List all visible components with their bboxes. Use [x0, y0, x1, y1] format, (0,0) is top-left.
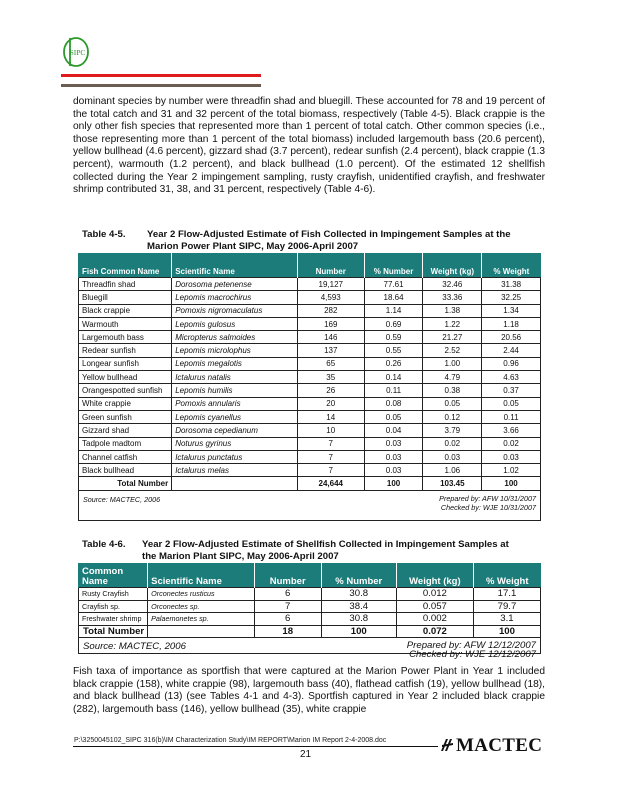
total-weight-cell: 103.45: [423, 477, 482, 490]
table-number: Table 4-5.: [82, 229, 126, 240]
pct-number-cell: 0.05: [364, 410, 423, 423]
body-paragraph-2: Fish taxa of importance as sportfish that were captured at the Marion Power Plant in Year 1 included black crappie (158), white crappie (98), largemouth bass (40), flathead catfish (19), yellow bullhead (18), and black bullhead (13) (see Tables 4-1 and 4-3). Sportfish captured in Year 2 included black crappie (282), largemouth bass (146), yellow bullhead (35), white crappie: [73, 666, 545, 715]
table-footer-row: [79, 638, 541, 654]
common-name-cell: Largemouth bass: [79, 331, 172, 344]
common-name-cell: Threadfin shad: [79, 278, 172, 291]
pct-weight-cell: 0.37: [482, 384, 541, 397]
shellfish-table: [78, 563, 541, 660]
total-empty-cell: [172, 477, 298, 490]
table-row: [79, 317, 541, 330]
common-name-cell: Orangespotted sunfish: [79, 384, 172, 397]
common-name-cell: Bluegill: [79, 291, 172, 304]
table-row: [79, 397, 541, 410]
table-title-line1: Year 2 Flow-Adjusted Estimate of Shellfish Collected in Impingement Samples at: [142, 539, 509, 550]
pct-weight-cell: 4.63: [482, 371, 541, 384]
total-label-cell: Total Number: [79, 477, 172, 490]
weight-cell: 4.79: [423, 371, 482, 384]
pct-number-cell: 30.8: [321, 588, 396, 601]
number-cell: 10: [297, 424, 364, 437]
total-weight-cell: 0.072: [396, 625, 473, 638]
common-name-cell: Black crappie: [79, 304, 172, 317]
col-header: Number: [297, 253, 364, 278]
weight-cell: 21.27: [423, 331, 482, 344]
table-row: [79, 450, 541, 463]
number-cell: 65: [297, 357, 364, 370]
pct-number-cell: 0.04: [364, 424, 423, 437]
total-empty-cell: [148, 625, 255, 638]
pct-weight-cell: 0.11: [482, 410, 541, 423]
weight-cell: 0.012: [396, 588, 473, 601]
prepared-checked-note: [407, 641, 536, 659]
col-header: Common Name: [79, 563, 148, 588]
page-number: 21: [300, 749, 312, 760]
table-row: [79, 384, 541, 397]
table-footnote: [79, 638, 541, 660]
weight-cell: 0.12: [423, 410, 482, 423]
table-row: [79, 464, 541, 477]
table-row: [79, 344, 541, 357]
common-name-cell: White crappie: [79, 397, 172, 410]
footer-file-path: P:\3250045102_SIPC 316(b)\IM Characterization Study\IM REPORT\Marion IM Report 2-4-2008.doc: [74, 737, 387, 744]
common-name-cell: Green sunfish: [79, 410, 172, 423]
pct-number-cell: 0.14: [364, 371, 423, 384]
total-row: [79, 477, 541, 490]
table-footer-row: [79, 490, 541, 520]
sipc-logo-icon: [62, 36, 90, 68]
table-row: [79, 437, 541, 450]
scientific-name-cell: Lepomis gulosus: [172, 317, 298, 330]
table-row: [79, 588, 541, 601]
total-pct-number-cell: 100: [364, 477, 423, 490]
weight-cell: 0.38: [423, 384, 482, 397]
source-note: Source: MACTEC, 2006: [83, 641, 186, 652]
pct-weight-cell: 0.02: [482, 437, 541, 450]
pct-weight-cell: 1.02: [482, 464, 541, 477]
scientific-name-cell: Orconectes sp.: [148, 600, 255, 613]
pct-weight-cell: 1.34: [482, 304, 541, 317]
pct-weight-cell: 32.25: [482, 291, 541, 304]
scientific-name-cell: Lepomis cyanellus: [172, 410, 298, 423]
table-row: [79, 410, 541, 423]
checked-by: Checked by: WJE 12/12/2007: [409, 649, 536, 660]
scientific-name-cell: Ictalurus punctatus: [172, 450, 298, 463]
scientific-name-cell: Palaemonetes sp.: [148, 613, 255, 626]
common-name-cell: Warmouth: [79, 317, 172, 330]
number-cell: 137: [297, 344, 364, 357]
weight-cell: 0.057: [396, 600, 473, 613]
weight-cell: 1.06: [423, 464, 482, 477]
number-cell: 26: [297, 384, 364, 397]
col-header: % Number: [364, 253, 423, 278]
pct-weight-cell: 0.03: [482, 450, 541, 463]
scientific-name-cell: Micropterus salmoides: [172, 331, 298, 344]
common-name-cell: Rusty Crayfish: [79, 588, 148, 601]
col-header: % Number: [321, 563, 396, 588]
number-cell: 169: [297, 317, 364, 330]
prepared-by: Prepared by: AFW 12/12/2007: [406, 640, 536, 651]
table-4-6-caption: [82, 539, 552, 562]
weight-cell: 1.22: [423, 317, 482, 330]
number-cell: 7: [297, 450, 364, 463]
total-label-cell: Total Number: [79, 625, 148, 638]
table-title-line2: Marion Power Plant SIPC, May 2006-April 2007: [147, 240, 359, 252]
table-header-row: [79, 563, 541, 588]
weight-cell: 32.46: [423, 278, 482, 291]
pct-weight-cell: 3.1: [473, 613, 540, 626]
scientific-name-cell: Lepomis microlophus: [172, 344, 298, 357]
col-header: % Weight: [473, 563, 540, 588]
pct-weight-cell: 2.44: [482, 344, 541, 357]
pct-number-cell: 0.55: [364, 344, 423, 357]
footer-rule: [73, 746, 438, 747]
table-header-row: [79, 253, 541, 278]
col-header: % Weight: [482, 253, 541, 278]
number-cell: 4,593: [297, 291, 364, 304]
common-name-cell: Channel catfish: [79, 450, 172, 463]
common-name-cell: Tadpole madtom: [79, 437, 172, 450]
mactec-logo: [440, 735, 542, 757]
number-cell: 14: [297, 410, 364, 423]
weight-cell: 1.00: [423, 357, 482, 370]
scientific-name-cell: Lepomis megalotis: [172, 357, 298, 370]
pct-weight-cell: 3.66: [482, 424, 541, 437]
checked-by: Checked by: WJE 10/31/2007: [440, 502, 536, 512]
total-pct-weight-cell: 100: [482, 477, 541, 490]
scientific-name-cell: Lepomis humilis: [172, 384, 298, 397]
pct-number-cell: 0.26: [364, 357, 423, 370]
pct-weight-cell: 1.18: [482, 317, 541, 330]
pct-number-cell: 0.11: [364, 384, 423, 397]
body-paragraph-1: dominant species by number were threadfin shad and bluegill. These accounted for 78 and 19 percent of the total catch and 31 and 32 percent of the total biomass, respectively (Table 4-5). Black crappie is the only other fish species that represented more than 1 percent of total catch. Other common species (i.e., those representing more than 1 percent of the total biomass) included largemouth bass (20.6 percent), yellow bullhead (4.6 percent), gizzard shad (3.7 percent), redear sunfish (2.4 percent), black crappie (1.3 percent), warmouth (1.2 percent), and black bullhead (1.0 percent). Of the estimated 12 shellfish collected during the Year 2 impingement sampling, rusty crayfish, unidentified crayfish, and freshwater shrimp contributed 31, 38, and 31 percent, respectively (Table 4-6).: [73, 96, 545, 196]
scientific-name-cell: Lepomis macrochirus: [172, 291, 298, 304]
col-header: Scientific Name: [172, 253, 298, 278]
common-name-cell: Longear sunfish: [79, 357, 172, 370]
pct-number-cell: 0.69: [364, 317, 423, 330]
logo-text: SIPC: [69, 48, 86, 57]
number-cell: 282: [297, 304, 364, 317]
scientific-name-cell: Dorosoma cepedianum: [172, 424, 298, 437]
pct-number-cell: 77.61: [364, 278, 423, 291]
pct-weight-cell: 79.7: [473, 600, 540, 613]
common-name-cell: Freshwater shrimp: [79, 613, 148, 626]
common-name-cell: Redear sunfish: [79, 344, 172, 357]
scientific-name-cell: Pomoxis nigromaculatus: [172, 304, 298, 317]
col-header: Scientific Name: [148, 563, 255, 588]
col-header: Number: [254, 563, 321, 588]
pct-weight-cell: 0.05: [482, 397, 541, 410]
col-header: Weight (kg): [396, 563, 473, 588]
table-footnote: [79, 490, 541, 520]
table-number: Table 4-6.: [82, 539, 126, 550]
pct-number-cell: 0.59: [364, 331, 423, 344]
number-cell: 6: [254, 613, 321, 626]
pct-weight-cell: 31.38: [482, 278, 541, 291]
pct-number-cell: 18.64: [364, 291, 423, 304]
scientific-name-cell: Pomoxis annularis: [172, 397, 298, 410]
pct-number-cell: 0.08: [364, 397, 423, 410]
number-cell: 146: [297, 331, 364, 344]
number-cell: 20: [297, 397, 364, 410]
prepared-by: Prepared by: AFW 10/31/2007: [439, 493, 536, 503]
table-row: [79, 613, 541, 626]
total-pct-weight-cell: 100: [473, 625, 540, 638]
weight-cell: 0.03: [423, 450, 482, 463]
header-rule-red: [61, 74, 261, 77]
table-row: [79, 304, 541, 317]
col-header: Weight (kg): [423, 253, 482, 278]
table-title-line2: the Marion Plant SIPC, May 2006-April 2007: [142, 550, 339, 562]
common-name-cell: Yellow bullhead: [79, 371, 172, 384]
scientific-name-cell: Orconectes rusticus: [148, 588, 255, 601]
col-header: Fish Common Name: [79, 253, 172, 278]
table-row: [79, 278, 541, 291]
total-number-cell: 18: [254, 625, 321, 638]
pct-weight-cell: 17.1: [473, 588, 540, 601]
mactec-mark-icon: [440, 737, 454, 753]
header-rule-brown: [61, 84, 261, 87]
common-name-cell: Black bullhead: [79, 464, 172, 477]
mactec-brand: MACTEC: [456, 735, 543, 756]
fish-table: [78, 253, 541, 521]
pct-number-cell: 38.4: [321, 600, 396, 613]
source-note: Source: MACTEC, 2006: [83, 494, 161, 504]
number-cell: 19,127: [297, 278, 364, 291]
common-name-cell: Gizzard shad: [79, 424, 172, 437]
pct-weight-cell: 0.96: [482, 357, 541, 370]
total-pct-number-cell: 100: [321, 625, 396, 638]
pct-number-cell: 30.8: [321, 613, 396, 626]
scientific-name-cell: Ictalurus melas: [172, 464, 298, 477]
number-cell: 35: [297, 371, 364, 384]
pct-weight-cell: 20.56: [482, 331, 541, 344]
table-row: [79, 600, 541, 613]
total-number-cell: 24,644: [297, 477, 364, 490]
weight-cell: 2.52: [423, 344, 482, 357]
table-row: [79, 291, 541, 304]
prepared-checked-note: [439, 494, 536, 512]
weight-cell: 0.05: [423, 397, 482, 410]
pct-number-cell: 1.14: [364, 304, 423, 317]
number-cell: 7: [254, 600, 321, 613]
number-cell: 6: [254, 588, 321, 601]
table-row: [79, 331, 541, 344]
number-cell: 7: [297, 464, 364, 477]
weight-cell: 0.02: [423, 437, 482, 450]
pct-number-cell: 0.03: [364, 464, 423, 477]
weight-cell: 3.79: [423, 424, 482, 437]
scientific-name-cell: Dorosoma petenense: [172, 278, 298, 291]
pct-number-cell: 0.03: [364, 450, 423, 463]
weight-cell: 0.002: [396, 613, 473, 626]
scientific-name-cell: Ictalurus natalis: [172, 371, 298, 384]
number-cell: 7: [297, 437, 364, 450]
pct-number-cell: 0.03: [364, 437, 423, 450]
weight-cell: 33.36: [423, 291, 482, 304]
table-row: [79, 371, 541, 384]
table-row: [79, 424, 541, 437]
scientific-name-cell: Noturus gyrinus: [172, 437, 298, 450]
table-row: [79, 357, 541, 370]
table-4-5-caption: [82, 229, 552, 252]
weight-cell: 1.38: [423, 304, 482, 317]
table-title-line1: Year 2 Flow-Adjusted Estimate of Fish Collected in Impingement Samples at the: [147, 229, 511, 240]
common-name-cell: Crayfish sp.: [79, 600, 148, 613]
total-row: [79, 625, 541, 638]
